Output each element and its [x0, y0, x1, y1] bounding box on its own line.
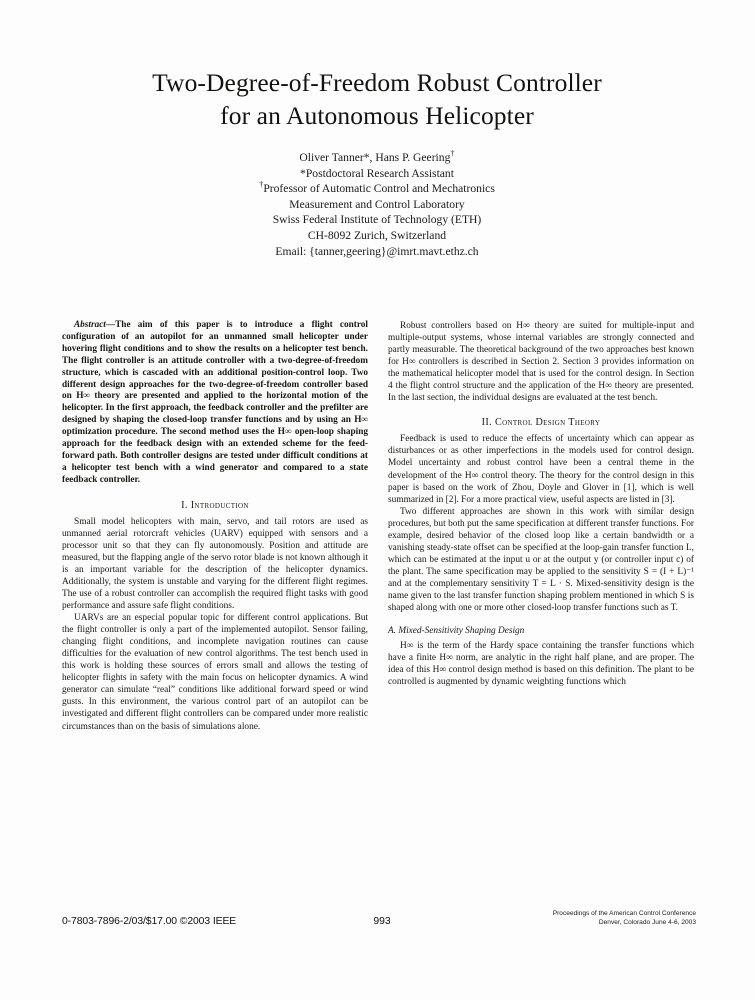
abstract-text: The aim of this paper is to introduce a flight control configuration of an autopilot for an unmanned small helicopter under hovering flight conditions and to show the results on a helicopter test bench. The flight controller is an attitude controller with a two-degree-of-freedom structure, which is cascaded with an additional position-control loop. Two different design approaches for the two-degree-of-freedom controller based on H∞ theory are presented and applied to the horizontal motion of the helicopter. In the first approach, the feedback controller and the prefilter are designed by shaping the closed-loop transfer functions and by using an H∞ optimization procedure. The second method uses the H∞ open-loop shaping approach for the feedback design with an extended scheme for the feed-forward path. Both controller designs are tested under difficult conditions at a helicopter test bench with a wind generator and compared to a state feedback controller. — [62, 320, 368, 485]
page-number: 993 — [373, 916, 391, 927]
conference-info — [466, 910, 696, 927]
intro-paragraph-2: UARVs are an especial popular topic for different control applications. But the flight controller is only a part of the implemented autopilot. Sensor failing, changing flight conditions, and incomplete navigation routines can cause difficulties for the evaluation of new control algorithms. The test bench used in this work is holding these sources of errors small and allows the testing of helicopter flights in safety with the main focus on helicopter dynamics. A wind generator can simulate “real” conditions like additional forward speed or wind gusts. In this environment, the various control part of an autopilot can be investigated and different flight controllers can be compared under more realistic circumstances than on the basis of simulations alone. — [62, 613, 368, 732]
conference-location-date: Denver, Colorado June 4-6, 2003 — [598, 918, 696, 926]
subsection-a-paragraph-1: H∞ is the term of the Hardy space containing the transfer functions which have a finite H∞ norm, are analytic in the right half plane, and are proper. The idea of this H∞ control design method is based on this definition. The plant to be controlled is augmented by dynamic weighting functions which — [388, 641, 694, 688]
dagger-marker-2: † — [259, 180, 264, 190]
left-column — [62, 320, 368, 733]
author-email: Email: {tanner,geering}@imrt.mavt.ethz.ch — [275, 244, 479, 258]
affiliation-2: †Professor of Automatic Control and Mechatronics — [259, 180, 495, 196]
right-column — [388, 320, 694, 688]
theory-paragraph-1: Feedback is used to reduce the effects of uncertainty which can appear as disturbances or as other imperfections in the models used for control design. Model uncertainty and robust control have been a central theme in the development of the H∞ control theory. The theory for the control design in this paper is based on the work of Zhou, Doyle and Glover in [1], which is well summarized in [2]. For a more practical view, useful aspects are listed in [3]. — [388, 434, 694, 505]
page-title — [62, 66, 692, 132]
abstract-label: Abstract— — [74, 320, 116, 330]
affiliation-4: Swiss Federal Institute of Technology (ETH) — [272, 213, 482, 227]
author-names: Oliver Tanner*, Hans P. Geering† — [299, 149, 455, 164]
right-paragraph-1: Robust controllers based on H∞ theory are suited for multiple-input and multiple-output systems, whose internal variables are strongly connected and partly measurable. The theoretical background of the two approaches best known for H∞ controllers is described in Section 2. Section 3 provides information on the mathematical helicopter model that is used for the control design. In Section 4 the flight control structure and the application of the H∞ theory are presented. In the last section, the individual designs are evaluated at the test bench. — [388, 321, 694, 404]
affiliation-5: CH-8092 Zurich, Switzerland — [307, 228, 447, 242]
affiliation-3: Measurement and Control Laboratory — [289, 197, 465, 211]
page-footer — [62, 912, 696, 942]
title-line-1: Two-Degree-of-Freedom Robust Controller — [152, 68, 602, 97]
abstract-paragraph — [62, 320, 368, 487]
conference-name: Proceedings of the American Control Conference — [552, 910, 696, 917]
isbn-copyright: 0-7803-7896-2/03/$17.00 ©2003 IEEE — [62, 916, 237, 927]
title-block — [62, 66, 692, 259]
affiliation-1: *Postdoctoral Research Assistant — [300, 166, 454, 180]
theory-paragraph-2: Two different approaches are shown in this work with similar design procedures, but both put the same specification at different transfer functions. For example, desired behavior of the closed loop like a certain bandwidth or a vanishing steady-state offset can be specified at the loop-gain transfer function L, which can be estimated at the input u or at the output y (or controller input c) of the plant. The same specification may be applied to the sensitivity S = (I + L)⁻¹ and at the complementary sensitivity T = L · S. Mixed-sensitivity design is the name given to the last transfer function shaping problem mentioned in which S is shaped along with one or more other closed-loop transfer functions such as T. — [388, 506, 694, 614]
section-heading-control-design-theory: II. Control Design Theory — [481, 417, 601, 429]
author-block — [62, 150, 692, 259]
section-heading-introduction: I. Introduction — [181, 499, 249, 511]
title-line-2: for an Autonomous Helicopter — [220, 101, 534, 130]
subsection-heading-mixed-sensitivity: A. Mixed-Sensitivity Shaping Design — [388, 626, 525, 637]
dagger-marker: † — [450, 149, 455, 159]
intro-paragraph-1: Small model helicopters with main, servo, and tail rotors are used as unmanned aerial rotorcraft vehicles (UARV) equipped with sensors and a processor unit so that they can fly autonomously. Position and attitude are measured, but the flapping angle of the servo rotor blade is not known although it is an important variable for the description of the helicopter dynamics. Additionally, the system is unstable and varying for the different flight regimes. The use of a robust controller can accomplish the required flight tasks with good performance and assure safe flight conditions. — [62, 516, 368, 612]
